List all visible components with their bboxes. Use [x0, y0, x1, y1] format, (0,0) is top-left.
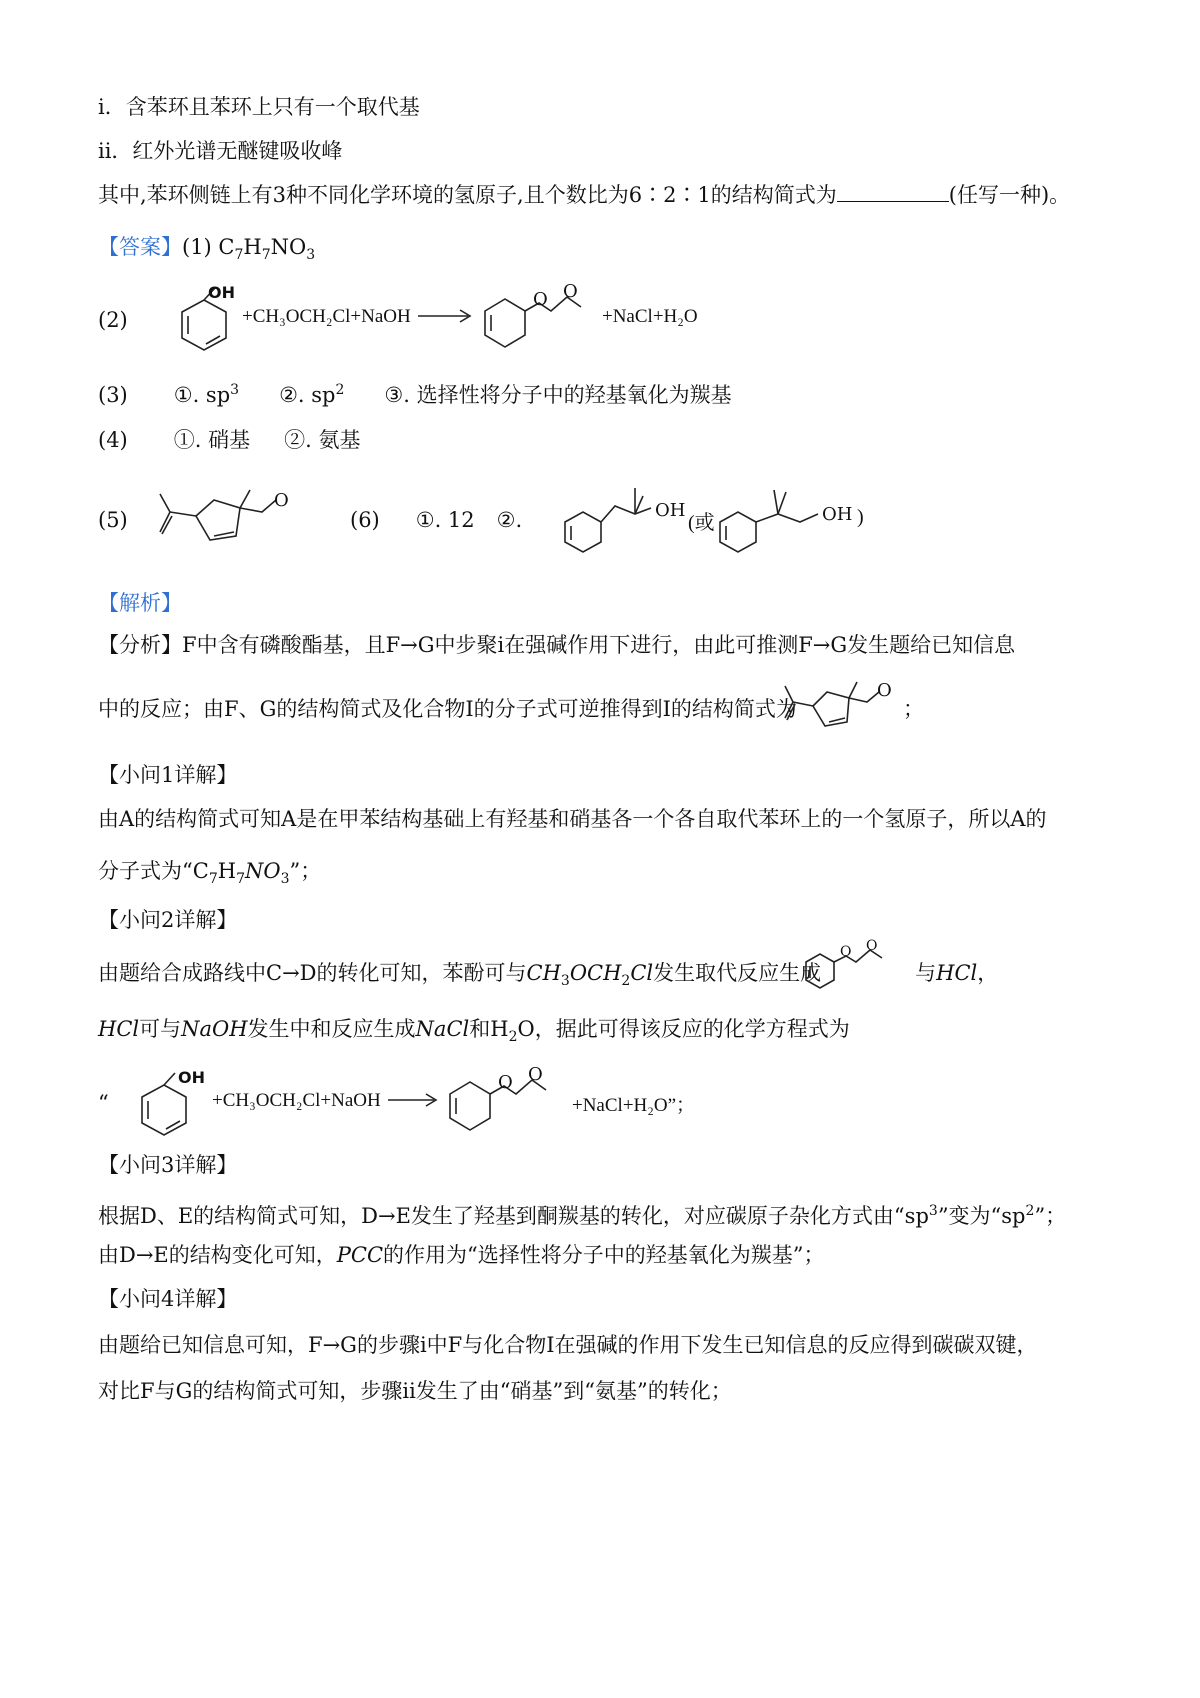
analysis-line-2: 中的反应；由F、G的结构简式及化合物Ⅰ的分子式可逆推得到Ⅰ的结构简式为 — [98, 697, 797, 721]
sub3-line-1: 根据D、E的结构简式可知，D→E发生了羟基到酮羰基的转化，对应碳原子杂化方式由“$sp^3$”变为“$sp^2$”； — [98, 1203, 1067, 1228]
sub4-heading: 【小问4详解】 — [98, 1287, 238, 1311]
svg-text:OH: OH — [822, 504, 853, 525]
answer-tag: 【答案】 — [98, 235, 182, 259]
oh-label-2: OH — [178, 1068, 205, 1087]
svg-text:O: O — [563, 281, 578, 302]
sub4-line-2: 对比F与G的结构简式可知，步骤ⅱ发生了由“硝基”到“氨基”的转化； — [98, 1379, 732, 1403]
answer-4: (4) ①. 硝基 ②. 氨基 — [98, 428, 361, 452]
sub1-line-1: 由A的结构简式可知A是在甲苯结构基础上有羟基和硝基各一个各自取代苯环上的一个氢原子，所以A的 — [98, 807, 1047, 831]
analysis-line-1: 【分析】F中含有磷酸酯基，且F→G中步聚ⅰ在强碱作用下进行，由此可推测F→G发生题给已知信息 — [98, 633, 1016, 657]
answer-1: 【答案】(1) $C_7H_7NO_3$ — [98, 235, 316, 264]
sub2-line-1: 由题给合成路线中C→D的转化可知，苯酚可与$CH_3OCH_2Cl$发生取代反应生成 与HCl， — [98, 961, 999, 990]
phenoxymethyl-ether-inline — [800, 940, 900, 996]
svg-text:O: O — [528, 1064, 543, 1085]
answer-2-label: (2) — [98, 308, 128, 332]
sub2-heading: 【小问2详解】 — [98, 908, 238, 932]
eq-reactants-2: +CH₃OCH₂Cl+NaOH — [212, 1090, 381, 1111]
answer-5-label: (5) — [98, 508, 128, 532]
or-close: ) — [857, 506, 864, 528]
or-open: (或 — [688, 512, 715, 534]
sub1-line-2: 分子式为“$C_7H_7NO_3$”； — [98, 859, 322, 888]
svg-text:O: O — [866, 938, 878, 954]
svg-text:O: O — [533, 289, 548, 310]
phenoxymethyl-ether-structure — [475, 281, 605, 355]
question-text: 其中,苯环侧链上有3种不同化学环境的氢原子,且个数比为6∶2∶1的结构简式为 (任写一种)。 — [98, 183, 1071, 207]
answer-3: (3) ①. $sp^3$ ②. $sp^2$ ③. 选择性将分子中的羟基氧化为羰基 — [98, 382, 732, 407]
svg-text:O: O — [877, 680, 892, 701]
oh-label: OH — [208, 283, 235, 302]
answer-blank — [837, 183, 949, 202]
eq-products-2: +NaCl+H₂O”； — [572, 1095, 696, 1116]
quote-open: “ — [98, 1091, 109, 1115]
svg-text:O: O — [498, 1072, 513, 1093]
phenoxymethyl-ether-structure-2 — [440, 1064, 570, 1138]
svg-text:OH: OH — [655, 500, 686, 521]
explanation-tag: 【解析】 — [98, 591, 182, 615]
answer-6: (6) ①. 12 ②. — [350, 508, 523, 532]
svg-text:O: O — [274, 490, 289, 511]
condition-i: i．含苯环且苯环上只有一个取代基 — [98, 95, 420, 119]
sub4-line-1: 由题给已知信息可知，F→G的步骤ⅰ中F与化合物Ⅰ在强碱的作用下发生已知信息的反应得到碳碳双键， — [98, 1333, 1038, 1357]
sub3-line-2: 由D→E的结构变化可知，PCC的作用为“选择性将分子中的羟基氧化为羰基”； — [98, 1243, 825, 1267]
analysis-end: ； — [903, 697, 924, 721]
alcohol-structure-2 — [710, 478, 870, 568]
sub2-line-2: HCl可与NaOH发生中和反应生成NaCl和$H_2O$，据此可得该反应的化学方程式为 — [98, 1017, 850, 1046]
condition-ii: ii．红外光谱无醚键吸收峰 — [98, 139, 343, 163]
compound-i-structure — [775, 676, 905, 746]
cyclopentene-aldehyde-structure — [148, 480, 308, 560]
alcohol-structure-1 — [555, 478, 705, 568]
eq-reactants: +CH₃OCH₂Cl+NaOH — [242, 306, 411, 327]
svg-text:O: O — [840, 944, 852, 960]
eq-products: +NaCl+H₂O — [602, 306, 698, 327]
sub3-heading: 【小问3详解】 — [98, 1153, 238, 1177]
sub1-heading: 【小问1详解】 — [98, 763, 238, 787]
